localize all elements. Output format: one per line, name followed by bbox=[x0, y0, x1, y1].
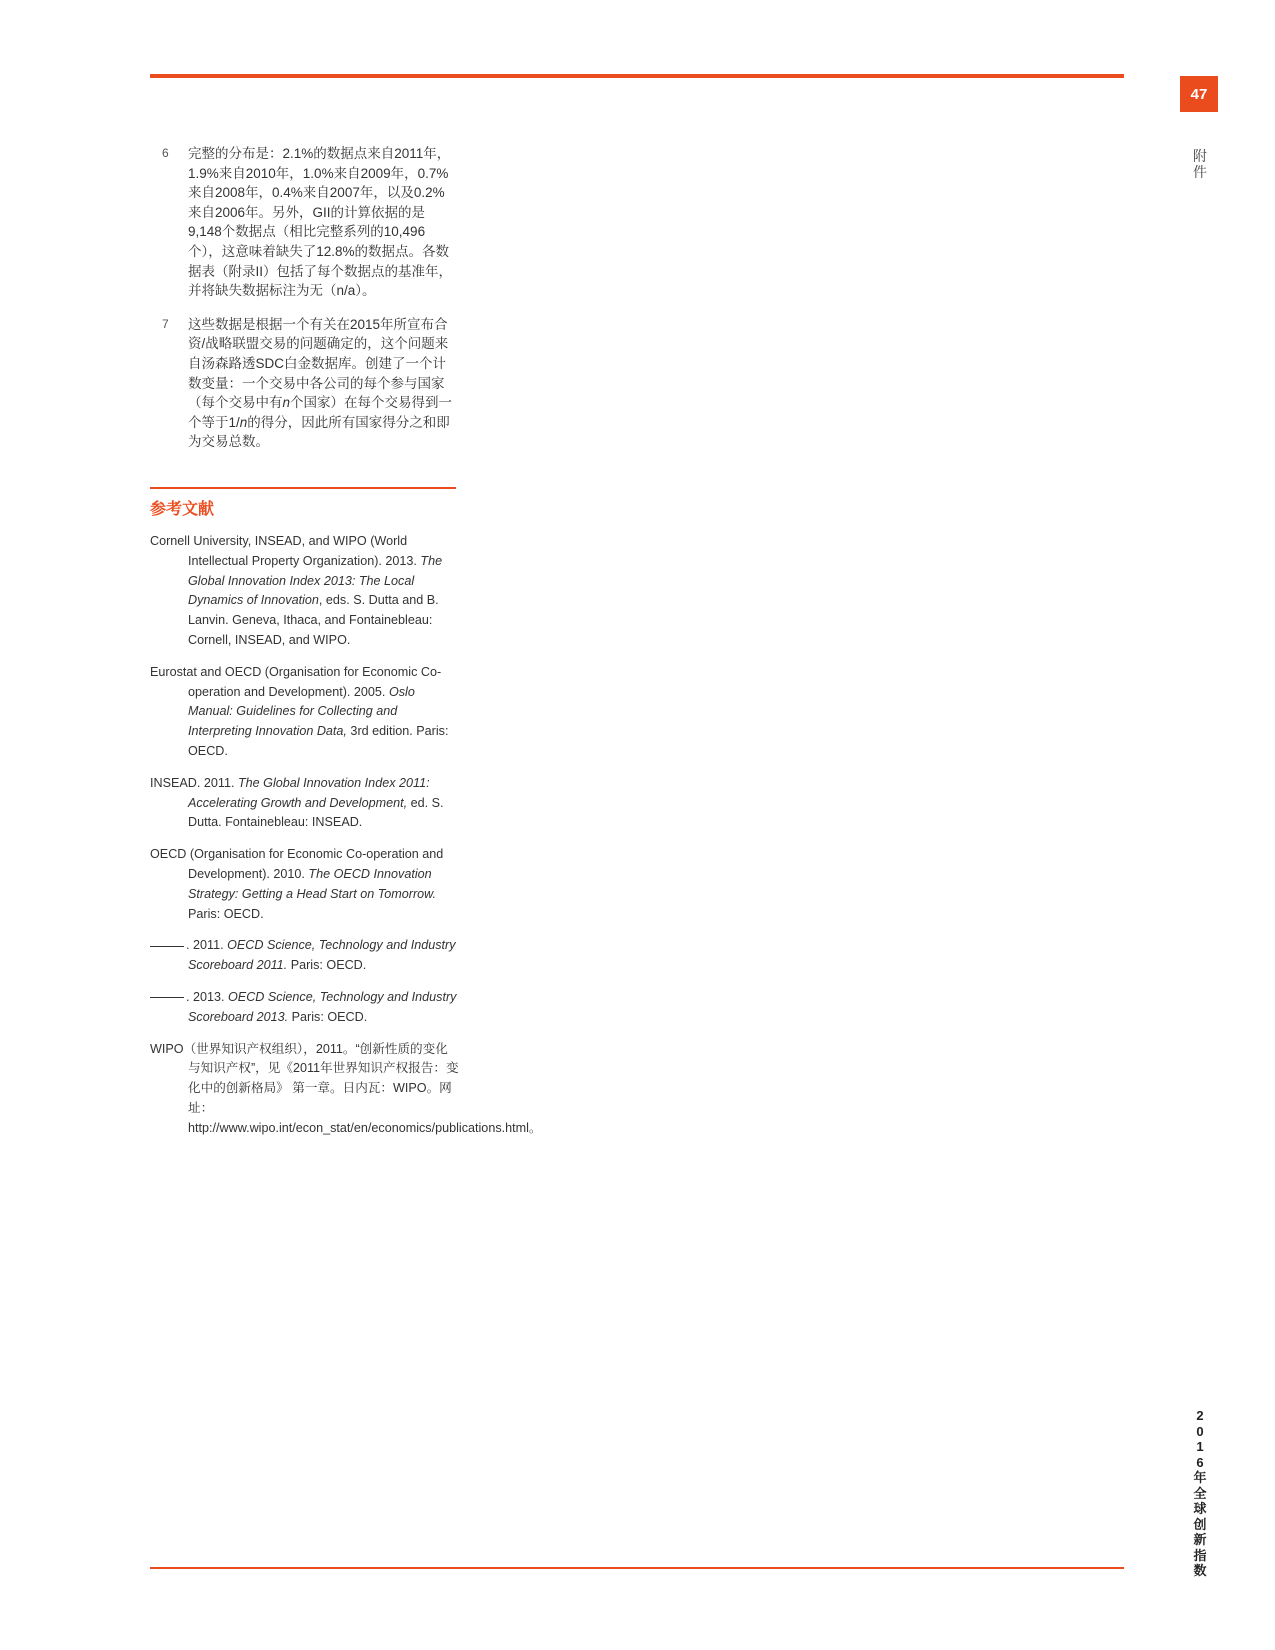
title-char: 创 bbox=[1193, 1516, 1207, 1532]
title-char: 2 bbox=[1196, 1408, 1204, 1423]
ref-text: 3rd edition. Paris: OECD. bbox=[188, 724, 449, 758]
report-title-vertical bbox=[1190, 1408, 1210, 1579]
title-char: 0 bbox=[1196, 1423, 1204, 1439]
footnote-number: 6 bbox=[162, 146, 169, 160]
page-number-badge bbox=[1180, 76, 1218, 112]
title-char: 球 bbox=[1193, 1501, 1207, 1516]
title-char: 全 bbox=[1193, 1485, 1207, 1501]
reference-item bbox=[150, 936, 460, 976]
ref-text: . 2011. bbox=[186, 938, 228, 953]
footnotes bbox=[150, 144, 456, 466]
ref-title: The OECD Innovation Strategy: Getting a Head Start on Tomorrow. bbox=[188, 866, 437, 901]
ref-text: Paris: OECD. bbox=[288, 1009, 368, 1024]
reference-item bbox=[150, 988, 460, 1028]
reference-item bbox=[150, 1040, 542, 1139]
footnote-text: 这些数据是根据一个有关在2015年所宣布合资/战略联盟交易的问题确定的，这个问题来自汤森路透SDC白金数据库。创建了一个计数变量：一个交易中各公司的每个参与国家（每个交易中有 bbox=[188, 316, 449, 411]
ref-text: Eurostat and OECD (Organisation for Economic Co-operation and Development). 2005. bbox=[150, 664, 442, 699]
references-heading: 参考文献 bbox=[150, 501, 215, 518]
references-rule bbox=[150, 487, 456, 489]
title-char: 年 bbox=[1193, 1470, 1207, 1485]
title-char: 1 bbox=[1196, 1439, 1204, 1454]
footnote bbox=[150, 315, 456, 452]
ref-title: OECD Science, Technology and Industry Scoreboard 2013. bbox=[188, 989, 457, 1024]
footnote bbox=[150, 144, 456, 301]
title-char: 数 bbox=[1193, 1563, 1207, 1578]
ref-text: Paris: OECD. bbox=[287, 958, 367, 973]
ref-title: OECD Science, Technology and Industry Scoreboard 2011. bbox=[188, 938, 456, 973]
section-char: 附 bbox=[1193, 148, 1207, 164]
reference-item bbox=[150, 774, 460, 833]
ref-text: ed. S. Dutta. Fontainebleau: INSEAD. bbox=[188, 795, 444, 830]
footnote-italic: n bbox=[282, 395, 291, 411]
reference-item bbox=[150, 845, 460, 924]
bottom-rule bbox=[150, 1567, 1124, 1569]
footnote-text: 完整的分布是：2.1%的数据点来自2011年，1.9%来自2010年，1.0%来自2009年，0.7%来自2008年，0.4%来自2007年，以及0.2%来自2006年。另外，GII的计算依据的是9,148个数据点（相比完整系列的10,496个），这意味着缺失了12.8%的数据点。各数据表（附录II）包括了每个数据点的基准年，并将缺失数据标注为无（n/a）。 bbox=[188, 146, 453, 299]
ditto-dash bbox=[150, 997, 184, 998]
ref-title: The Global Innovation Index 2013: The Local Dynamics of Innovation bbox=[188, 553, 443, 608]
ref-text: OECD (Organisation for Economic Co-operation and Development). 2010. bbox=[150, 847, 444, 881]
title-char: 6 bbox=[1196, 1454, 1204, 1470]
footnote-italic: n bbox=[239, 414, 248, 430]
title-char: 新 bbox=[1193, 1532, 1207, 1547]
ref-text: WIPO（世界知识产权组织），2011。“创新性质的变化与知识产权”，见《2011年世界知识产权报告：变化中的创新格局》 第一章。日内瓦：WIPO。网址：http://www.wipo.int/econ_stat/en/economics/publications.html。 bbox=[150, 1041, 542, 1135]
reference-item bbox=[150, 663, 460, 762]
section-char: 件 bbox=[1193, 164, 1207, 180]
ref-text: . 2013. bbox=[186, 989, 229, 1004]
section-tag bbox=[1190, 148, 1210, 180]
footnote-text: 个国家）在每个交易得到一个等于1/ bbox=[188, 395, 453, 430]
ref-text: , eds. S. Dutta and B. Lanvin. Geneva, Ithaca, and Fontainebleau: Cornell, INSEAD, and WIPO. bbox=[188, 593, 439, 647]
ref-text: INSEAD. 2011. bbox=[150, 775, 238, 790]
page-number: 47 bbox=[1190, 85, 1208, 103]
ref-text: Cornell University, INSEAD, and WIPO (World Intellectual Property Organization). 2013. bbox=[150, 534, 421, 568]
title-char: 指 bbox=[1193, 1547, 1207, 1563]
top-rule bbox=[150, 74, 1124, 78]
ref-text: Paris: OECD. bbox=[188, 906, 264, 921]
footnote-number: 7 bbox=[162, 316, 169, 331]
reference-item bbox=[150, 532, 460, 651]
ref-title: Oslo Manual: Guidelines for Collecting and Interpreting Innovation Data, bbox=[188, 684, 415, 739]
ref-title: The Global Innovation Index 2011: Accelerating Growth and Development, bbox=[188, 775, 430, 810]
footnote-text: 的得分，因此所有国家得分之和即为交易总数。 bbox=[188, 414, 450, 450]
references-list bbox=[150, 532, 542, 1151]
ditto-dash bbox=[150, 946, 184, 947]
